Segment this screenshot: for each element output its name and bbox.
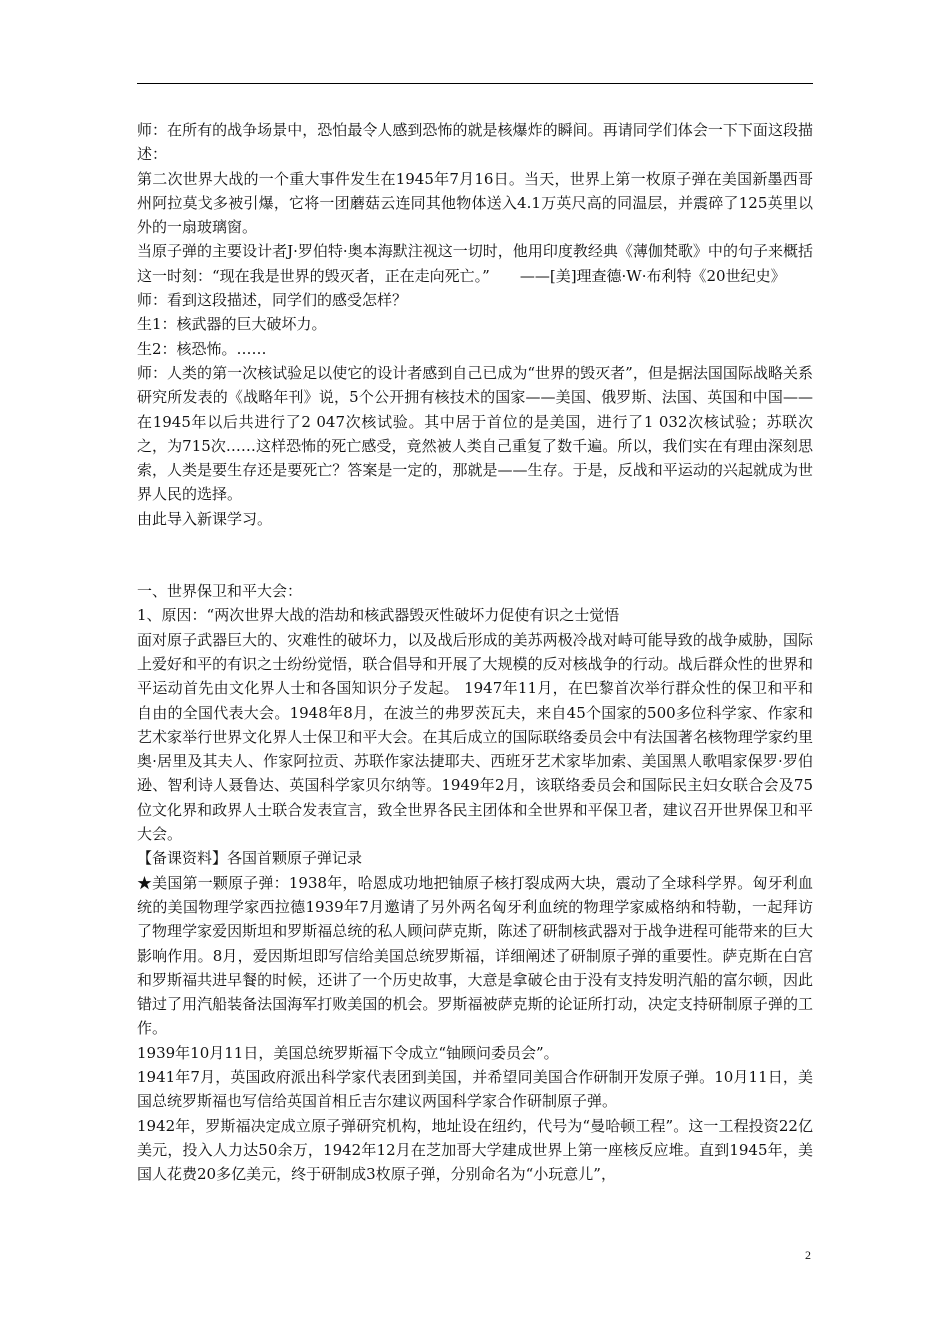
section-heading: 一、世界保卫和平大会： (137, 582, 303, 601)
subsection-cause: 1、原因：“两次世界大战的浩劫和核武器毁灭性破坏力促使有识之士觉悟 (137, 606, 620, 625)
paragraph-teacher-intro: 师：在所有的战争场景中，恐怕最令人感到恐怖的就是核爆炸的瞬间。再请同学们体会一下下面这段描述： (137, 121, 813, 164)
paragraph-lesson-lead: 由此导入新课学习。 (137, 509, 273, 528)
paragraph-nuclear-tests: 师：人类的第一次核试验足以使它的设计者感到自己已成为“世界的毁灭者”，但是据法国国际战略关系研究所发表的《战略年刊》说，5个公开拥有核技术的国家——美国、俄罗斯、法国、英国和中国——在1945年以后共进行了2 047次核试验。其中居于首位的是美国，进行了1 032次核试验；苏联次之，为715次……这样恐怖的死亡感受，竟然被人类自己重复了数千遍。所以，我们实在有理由深刻思索，人类是要生存还是要死亡？答案是一定的，那就是——生存。于是，反战和平运动的兴起就成为世界人民的选择。 (137, 363, 813, 504)
paragraph-student-2: 生2：核恐怖。…… (137, 339, 267, 358)
blank-line (137, 531, 813, 579)
paragraph-teacher-question: 师：看到这段描述，同学们的感受怎样？ (137, 291, 408, 310)
paragraph-oppenheimer-quote: 当原子弹的主要设计者J·罗伯特·奥本海默注视这一切时，他用印度教经典《薄伽梵歌》中的句子来概括这一时刻：“现在我是世界的毁灭者，正在走向死亡。” ——[美]理查德·W·布利特《20世纪史》 (137, 242, 813, 285)
paragraph-1939: 1939年10月11日，美国总统罗斯福下令成立“铀顾问委员会”。 (137, 1043, 559, 1062)
header-rule (137, 83, 813, 84)
paragraph-peace-movement: 面对原子武器巨大的、灾难性的破坏力，以及战后形成的美苏两极冷战对峙可能导致的战争威胁，国际上爱好和平的有识之士纷纷觉悟，联合倡导和开展了大规模的反对核战争的行动。战后群众性的世界和平运动首先由文化界人士和各国知识分子发起。 1947年11月，在巴黎首次举行群众性的保卫和平和自由的全国代表大会。1948年8月，在波兰的弗罗茨瓦夫，来自45个国家的500多位科学家、作家和艺术家举行世界文化界人士保卫和平大会。在其后成立的国际联络委员会中有法国著名核物理学家约里奥·居里及其夫人、作家阿拉贡、苏联作家法捷耶夫、西班牙艺术家毕加索、美国黑人歌唱家保罗·罗伯逊、智利诗人聂鲁达、英国科学家贝尔纳等。1949年2月，该联络委员会和国际民主妇女联合会及75位文化界和政界人士联合发表宣言，致全世界各民主团体和全世界和平保卫者，建议召开世界保卫和平大会。 (137, 630, 813, 844)
document-body (137, 118, 813, 1186)
paragraph-1942: 1942年，罗斯福决定成立原子弹研究机构，地址设在纽约，代号为“曼哈顿工程”。这一工程投资22亿美元，投入人力达50余万，1942年12月在芝加哥大学建成世界上第一座核反应堆。直到1945年，美国人花费20多亿美元，终于研制成3枚原子弹，分别命名为“小玩意儿”， (137, 1116, 813, 1184)
paragraph-1941: 1941年7月，英国政府派出科学家代表团到美国，并希望同美国合作研制开发原子弹。10月11日，美国总统罗斯福也写信给英国首相丘吉尔建议两国科学家合作研制原子弹。 (137, 1067, 813, 1111)
paragraph-us-first-bomb: ★美国第一颗原子弹：1938年，哈恩成功地把铀原子核打裂成两大块，震动了全球科学界。匈牙利血统的美国物理学家西拉德1939年7月邀请了另外两名匈牙利血统的物理学家威格纳和特勒，一起拜访了物理学家爱因斯坦和罗斯福总统的私人顾问萨克斯，陈述了研制核武器对于战争进程可能带来的巨大影响作用。8月，爱因斯坦即写信给美国总统罗斯福，详细阐述了研制原子弹的重要性。萨克斯在白宫和罗斯福共进早餐的时候，还讲了一个历史故事，大意是拿破仑由于没有支持发明汽船的富尔顿，因此错过了用汽船装备法国海军打败美国的机会。罗斯福被萨克斯的论证所打动，决定支持研制原子弹的工作。 (137, 873, 813, 1038)
resource-heading: 【备课资料】各国首颗原子弹记录 (137, 849, 363, 868)
page-number: 2 (805, 1248, 811, 1262)
paragraph-ww2-event: 第二次世界大战的一个重大事件发生在1945年7月16日。当天，世界上第一枚原子弹在美国新墨西哥州阿拉莫戈多被引爆，它将一团蘑菇云连同其他物体送入4.1万英尺高的同温层，并震碎了125英里以外的一扇玻璃窗。 (137, 169, 813, 237)
paragraph-student-1: 生1：核武器的巨大破坏力。 (137, 315, 327, 334)
